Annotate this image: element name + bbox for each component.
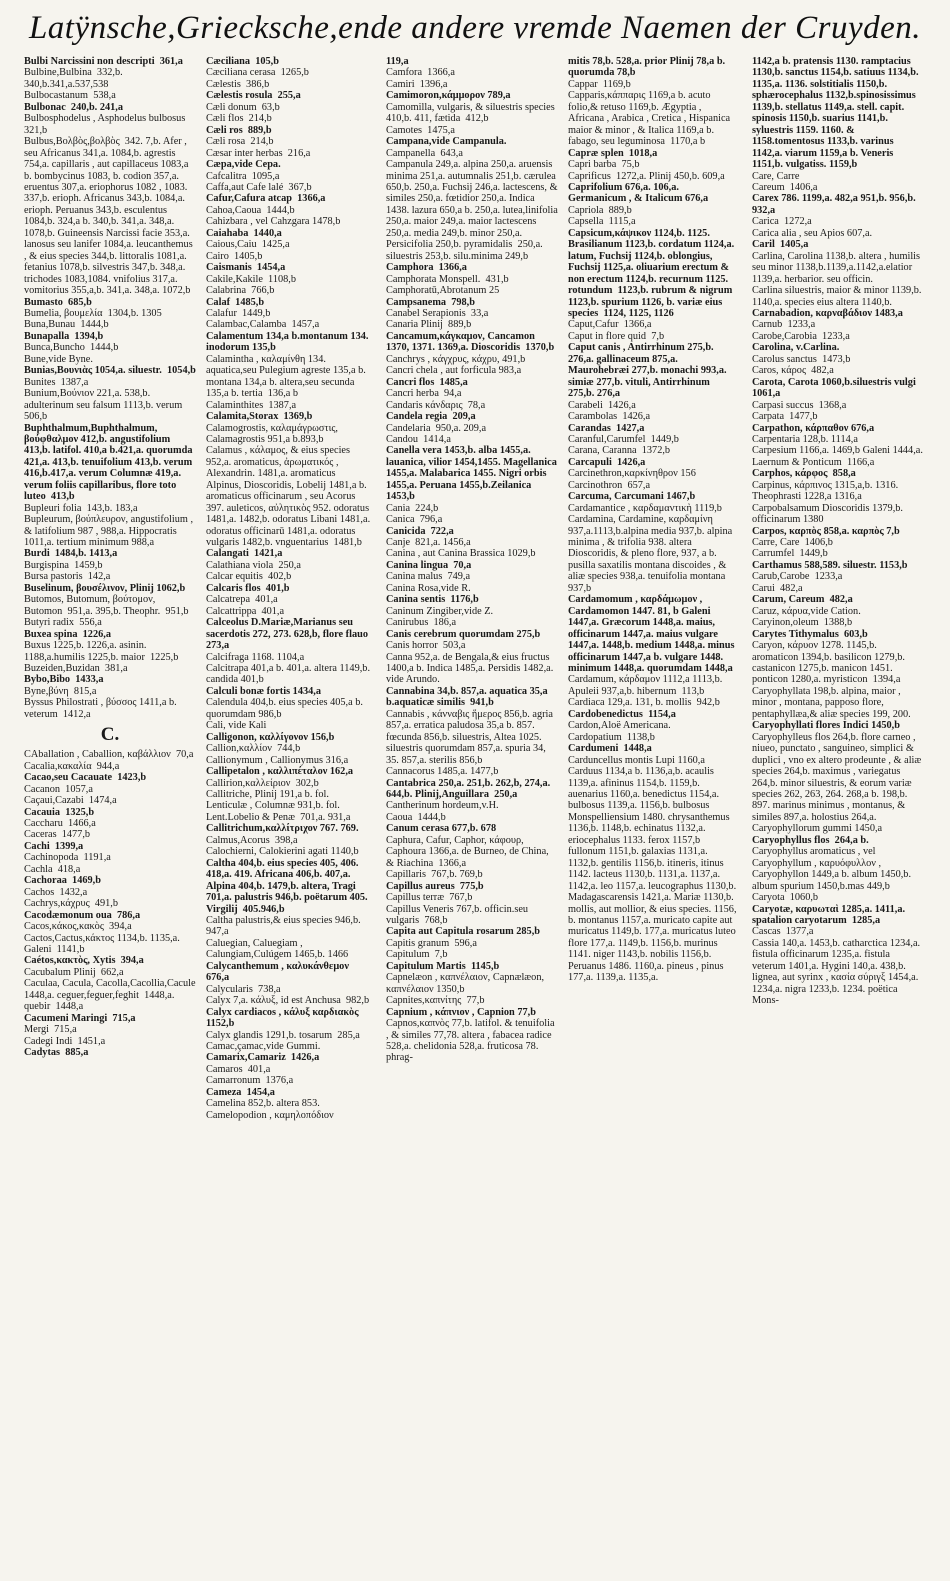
index-entry: Cacubalum Plinij 662,a xyxy=(24,966,124,978)
index-entry: Callitrichum,καλλίτριχον 767. 769. xyxy=(206,823,359,835)
index-entry: Bupleurum, βούπλευρον, angustifolium , & latifolium 987 , 988,a. Hippocratis 1011,a. tertium minimum 988,a xyxy=(24,514,196,549)
index-entry: Caltha palustris,& eius species 946,b. 947,a xyxy=(206,914,364,938)
index-entry: Calamintha , καλαμίνθη 134. aquatica,seu Pulegium agreste 135,a b. montana 134,a b. altera,seu secunda 135,a b. tertia 136,a b xyxy=(206,353,369,400)
index-entry: Cannabis , κάνναβις ἥμερος 856,b. agria 857,a. erratica paludosa 35,a b. 857. fœcunda 856,b. siluestris, Altea 1025. siluestris quorumdam 857,a. spuria 34, 35. 857,a. sterilis 856,b xyxy=(386,708,556,766)
index-entry: Cactos,Cactus,κάκτος 1134,b. 1135,a. Galeni 1141,b xyxy=(24,932,183,955)
index-entry: Canum cerasa 677,b. 678 xyxy=(386,823,497,835)
index-entry: Cairo 1405,b xyxy=(206,250,263,262)
index-entry: Burgispina 1459,b xyxy=(24,559,103,571)
index-entry: Calyx cardiacos , κάλυξ καρδιακὸς 1152,b xyxy=(206,1006,364,1030)
index-entry: Campanula 249,a. alpina 250,a. aruensis minima 251,a. autumnalis 251,b. cærulea 650,b. 250,a. Fuchsij 246,a. lactescens, & similes 250,a. fœtidior 250,a. Indica 1438. lazura 650,a b. 250,a. lutea,linifolia 250,a. maior 249,a. maior lactescens 250,a. media 249,b. minor 250,a. Persicifolia 250,b. pyramidalis 250,a. siluestris 253,b. silu.minima 249,b xyxy=(386,159,561,262)
index-entry: Campanella 643,a xyxy=(386,147,463,159)
index-entry: Carabeli 1426,a xyxy=(568,399,636,411)
index-entry: Calendula 404,b. eius species 405,a b. quorumdam 986,b xyxy=(206,697,366,720)
index-entry: Buxea spina 1226,a xyxy=(24,628,111,640)
index-entry: Caprificus 1272,a. Plinij 450,b. 609,a xyxy=(568,170,725,182)
index-entry: Calyx 7,a. κάλυξ, id est Anchusa 982,b xyxy=(206,995,370,1007)
index-entry: Capnelæon , καπνέλαιον, Capnælæon, καπνέλαιον 1350,b xyxy=(386,972,547,995)
index-entry: Canina , aut Canina Brassica 1029,b xyxy=(386,548,536,560)
index-entry: Bumasto 685,b xyxy=(24,296,92,308)
index-entry: Calafur 1449,b xyxy=(206,307,271,319)
index-column-4 xyxy=(568,56,738,1576)
index-entry: Caluegian, Caluegiam , Calungiam,Culúgem 1465,b. 1466 xyxy=(206,937,349,961)
index-entry: Cardamum, κάρδαμον 1112,a 1113,b. Apuleii 937,a,b. hibernum 113,b xyxy=(568,674,725,697)
index-entry: Capillus aureus 775,b xyxy=(386,880,484,892)
index-entry: Bulbonac 240,b. 241,a xyxy=(24,101,123,113)
index-entry: Bulbi Narcissini non descripti 361,a xyxy=(24,56,183,67)
index-entry: Candou 1414,a xyxy=(386,433,451,445)
index-entry: Calcaris flos 401,b xyxy=(206,582,290,594)
index-entry: Calceolus D.Mariæ,Marianus seu sacerdotis 272, 273. 628,b, flore flauo 273,a xyxy=(206,617,371,652)
index-entry: Carui 482,a xyxy=(752,582,803,594)
index-entry: Canirubus 186,a xyxy=(386,617,457,629)
index-entry: Bunca,Buncho 1444,b xyxy=(24,342,119,354)
index-entry: Bunites 1387,a xyxy=(24,376,89,388)
index-entry: Calcifraga 1168. 1104,a xyxy=(206,651,305,663)
index-entry: Carpasi succus 1368,a xyxy=(752,399,847,411)
index-entry: Cameza 1454,a xyxy=(206,1086,275,1098)
index-entry: Camfora 1366,a xyxy=(386,67,455,79)
index-entry: Capnos,καπνὸς 77,b. latifol. & tenuifolia , & similes 77,78. altera , fabacea radice 528,a. chelidonia 528,a. fruticosa 78. phrag- xyxy=(386,1018,558,1064)
index-entry: Cæli flos 214,b xyxy=(206,113,272,125)
index-entry: Capillaris 767,b. 769,b xyxy=(386,869,483,881)
index-entry: Carpobalsamum Dioscoridis 1379,b. officinarum 1380 xyxy=(752,502,906,526)
index-entry: Cantabrica 250,a. 251,b. 262,b, 274,a. 644,b. Plinij,Anguillara 250,a xyxy=(386,777,553,800)
index-entry: Cantherinum hordeum,v.H. xyxy=(386,800,499,812)
index-entry: Canje 821,a. 1456,a xyxy=(386,537,471,549)
index-entry: Capsicum,κάψικον 1124,b. 1125. Brasilianum 1123,b. cordatum 1124,a. latum, Fuchsij 1124,b. oblongius, Fuchsij 1125,a. oliuarium erectum & non erectum 1124,b. recurnum 1125. rotundum 1123,b. rubrum & nigrum 1123,b. spurium 1126, b. variæ eius species 1124, 1125, 1126 xyxy=(568,227,737,319)
index-entry: Caismanis 1454,a xyxy=(206,262,286,274)
index-entry: Caceras 1477,b xyxy=(24,829,91,841)
index-entry: Camphora 1366,a xyxy=(386,262,467,274)
index-entry: Carnub 1233,a xyxy=(752,319,816,331)
index-entry: CAballation , Caballion, καβάλλιον 70,a xyxy=(24,749,194,761)
index-entry: Caninum Zingiber,vide Z. xyxy=(386,605,494,617)
index-entry: 119,a xyxy=(386,56,409,67)
index-entry: Calcar equitis 402,b xyxy=(206,571,292,583)
index-entry: Carandas 1427,a xyxy=(568,422,645,434)
index-entry: Bybo,Bibo 1433,a xyxy=(24,674,104,686)
index-entry: Candaris κάνδαρις 78,a xyxy=(386,399,486,411)
index-entry: Callirion,καλλείριον 302,b xyxy=(206,777,319,789)
index-entry: Cancri herba 94,a xyxy=(386,388,462,400)
index-entry: Calycanthemum , καλυκάνθεμον 676,a xyxy=(206,960,355,984)
index-entry: Calcitrapa 401,a b. 401,a. altera 1149,b. candida 401,b xyxy=(206,663,373,686)
index-entry: Cahizbara , vel Cahzgara 1478,b xyxy=(206,216,341,228)
index-entry: Camac,çamac,vide Gummi. xyxy=(206,1040,321,1052)
index-entry: Capræ splen 1018,a xyxy=(568,147,658,159)
index-entry: Callionymum , Callionymus 316,a xyxy=(206,754,349,766)
index-entry: Canina lingua 70,a xyxy=(386,559,472,571)
index-entry: Capnites,καπνίτης 77,b xyxy=(386,995,485,1007)
index-entry: Campana,vide Campanula. xyxy=(386,136,507,148)
index-column-1 xyxy=(24,56,199,1576)
index-entry: Caiahaba 1440,a xyxy=(206,227,282,239)
index-entry: Canis horror 503,a xyxy=(386,640,466,652)
index-entry: Cardamina, Cardamine, καρδαμίνη 937,a.1113,b.alpina media 937,b. alpina minima , & trifolia 938. altera Dioscoridis, & pleno flore, 937, a b. pusilla saxatilis montana discoides , & aliæ species 938,a. tenuifolia montana 937,b xyxy=(568,514,735,594)
index-entry: Canina sentis 1176,b xyxy=(386,594,479,606)
index-entry: Bursa pastoris 142,a xyxy=(24,571,111,583)
index-entry: Capnium , κάπνιον , Capnion 77,b xyxy=(386,1006,536,1018)
index-entry: Caious,Caiu 1425,a xyxy=(206,239,290,251)
index-entry: Caril 1405,a xyxy=(752,239,809,251)
index-entry: Cappar 1169,b xyxy=(568,78,631,90)
index-entry: Callitriche, Plinij 191,a b. fol. Lenticulæ , Columnæ 931,b. fol. Lent.Lobelio & Penæ 701,a. 931,a xyxy=(206,789,351,823)
index-entry: Calathiana viola 250,a xyxy=(206,559,301,571)
index-entry: Calamentum 134,a b.montanum 134. inodorum 135,b xyxy=(206,330,372,354)
index-entry: Calcatrepa 401,a xyxy=(206,594,278,606)
index-column-2 xyxy=(206,56,371,1576)
index-entry: Capsella 1115,a xyxy=(568,216,636,228)
index-entry: Calculi bonæ fortis 1434,a xyxy=(206,685,321,697)
index-entry: Carcinethron,καρκίνηθρον 156 xyxy=(568,468,696,480)
index-entry: Bunapalla 1394,b xyxy=(24,330,104,342)
index-entry: Cardamantice , καρδαμαντικὴ 1119,b xyxy=(568,502,722,514)
index-entry: Carlina, Carolina 1138,b. altera , humilis seu minor 1138,b.1139,a.1142,a.elatior 1139,a. herbarior. seu officin. xyxy=(752,250,923,285)
index-entry: Cancri flos 1485,a xyxy=(386,376,468,388)
index-entry: Cachoraa 1469,b xyxy=(24,875,101,887)
index-entry: Camaros 401,a xyxy=(206,1063,271,1075)
index-entry: Caryophyllus flos 264,a b. xyxy=(752,834,869,846)
index-entry: Cardamomum , καρδάμωμον , Cardamomon 1447. 81, b Galeni 1447,a. Græcorum 1448,a. maius, officinarum 1447,a. maius vulgare 1447,a. 1448,b. medium 1448,a. minus officinarum 1447,a b. vulgare 1448. minimum 1448,a. quorumdam 1448,a xyxy=(568,594,738,675)
index-entry: Calamus , κάλαμος, & eius species 952,a. aromaticus, ἀρωματικός , Alexandrin. 1481,a. aromaticus Alpinus, Dioscoridis, Lobelij 1481,a b. aromaticus officinarum , seu Acorus 397. auleticos, αὐλητικὸς 952. odoratus 1481,a. 1482,b. odoratus Libani 1481,a. odoratus officinarū 1481,a. odoratus vulgaris 1482,b. vnguentarius 1481,b xyxy=(206,445,373,549)
index-entry: Cæpa,vide Cepa. xyxy=(206,159,281,171)
index-entry: Calaminthites 1387,a xyxy=(206,399,297,411)
index-entry: Caryophyllus aromaticus , vel Caryophyllum , καρυόφυλλον , Caryophyllon 1449,a b. album 1450,b. album spurium 1450,b.mas 449,b xyxy=(752,846,914,892)
index-entry: Canna 952,a. de Bengala,& eius fructus 1400,a b. Indica 1485,a. Persidis 1482,a. vide Arundo. xyxy=(386,651,556,686)
index-entry: Capri barba 75,b xyxy=(568,159,640,171)
index-entry: Canabel Serapionis 33,a xyxy=(386,307,489,319)
index-entry: Caput in flore quid 7,b xyxy=(568,330,665,342)
index-entry: Carcapuli 1426,a xyxy=(568,456,646,468)
index-entry: Caçaui,Cazabi 1474,a xyxy=(24,795,117,807)
index-entry: Carota, Carota 1060,b.siluestris vulgi 1061,a xyxy=(752,376,921,400)
index-entry: Carana, Caranna 1372,b xyxy=(568,445,671,457)
index-entry: Cachos 1432,a xyxy=(24,886,88,898)
index-entry: Cadytas 885,a xyxy=(24,1047,89,1059)
index-entry: Calambac,Calamba 1457,a xyxy=(206,319,320,331)
index-entry: Carpathon, κάρπαθον 676,a xyxy=(752,422,875,434)
index-entry: Camiri 1396,a xyxy=(386,78,448,90)
section-letter: C. xyxy=(100,724,120,746)
index-entry: Caryota 1060,b xyxy=(752,892,819,904)
index-entry: Caffa,aut Cafe lalé 367,b xyxy=(206,181,312,193)
index-entry: Canina Rosa,vide R. xyxy=(386,582,471,594)
index-entry: Cafcalitra 1095,a xyxy=(206,170,280,182)
index-entry: Carpos, καρπὸς 858,a. καρπὸς 7,b xyxy=(752,525,900,537)
index-entry: Carcinothron 657,a xyxy=(568,479,651,491)
index-entry: Cakile,Kakile 1108,b xyxy=(206,273,296,285)
index-entry: Camomilla, vulgaris, & siluestris species 410,b. 411, fætida 412,b xyxy=(386,101,558,125)
index-entry: Cardopatium 1138,b xyxy=(568,731,655,743)
index-entry: Cachi 1399,a xyxy=(24,840,84,852)
index-entry: Carlina siluestris, maior & minor 1139,b. 1140,a. species eius altera 1140,b. xyxy=(752,285,925,308)
index-entry: Caccharu 1466,a xyxy=(24,818,96,829)
index-entry: Calcattrippa 401,a xyxy=(206,605,285,617)
index-entry: Capitulum 7,b xyxy=(386,949,448,961)
index-entry: Candela regia 209,a xyxy=(386,411,476,423)
index-entry: Capitulum Martis 1145,b xyxy=(386,960,500,972)
index-entry: Cacos,κάκος,κακὸς 394,a xyxy=(24,921,132,933)
index-entry: Caprifolium 676,a. 106,a. Germanicum , & Italicum 676,a xyxy=(568,181,709,205)
index-entry: Capita aut Capitula rosarum 285,b xyxy=(386,926,540,938)
index-entry: Campsanema 798,b xyxy=(386,296,475,308)
index-entry: Carobe,Carobia 1233,a xyxy=(752,330,850,342)
index-entry: Camelina 852,b. altera 853. xyxy=(206,1098,320,1110)
index-entry: Canica 796,a xyxy=(386,514,443,526)
index-entry: Callipetalon , καλλιπέταλον 162,a xyxy=(206,766,354,778)
index-entry: Caétos,κακτὸς, Xytis 394,a xyxy=(24,955,144,967)
index-entry: Camarix,Camariz 1426,a xyxy=(206,1052,320,1064)
index-entry: Cæli ros 889,b xyxy=(206,124,272,136)
index-entry: Caryophyllati flores Indici 1450,b xyxy=(752,720,900,732)
index-entry: Cacauia 1325,b xyxy=(24,806,95,818)
index-entry: Byne,βύνη 815,a xyxy=(24,685,97,697)
index-entry: Cardiaca 129,a. 131, b. mollis 942,b xyxy=(568,697,720,709)
index-entry: Caryon, κάρυον 1278. 1145,b. aromaticon 1394,b. basilicon 1279,b. castanicon 1275,b. manicon 1451. ponticon 1280,a. myristicon 1394,a xyxy=(752,640,908,686)
index-entry: Caculaa, Cacula, Cacolla,Cacollia,Cacule 1448,a. ceguer,feguer,feghit 1448,a. quebir 1448,a xyxy=(24,978,199,1013)
index-entry: Cardobenedictus 1154,a xyxy=(568,708,676,720)
index-entry: Butyri radix 556,a xyxy=(24,617,102,629)
index-entry: Canaria Plinij 889,b xyxy=(386,319,472,331)
index-entry: Carduus 1134,a b. 1136,a,b. acaulis 1139,a. afininus 1154,b. 1159,b. auenarius 1160,a. benedictus 1154,a. bulbosus 1139,a. 1156,b. bulbosus Monspelliensium 1480. chrysanthemus 1136,b. 1148,b. echinatus 1132,a. eriocephalus 1133. ferox 1157,b fullonum 1151,b. galaxias 1131,a. 1132,b. gentilis 1156,b. itineris, itinus 1142. lacteus 1130,b. 1131,a. 1137,a. 1142,a. leo 1157,a. leucographus 1130,b. Madagascarensis 1421,a. Mariæ 1130,b. mollis, aut mollior, & eius species. 1156, b. montanus 1157,a. muricato capite aut muricatus 1149,b. 177,a. muricatus luteo flore 177,a. 1149,b. 1156,b. murinus 1141. niger 1143,b. nobilis 1156,b. Peruanus 1486. 1160,a. pineus , pinus 177,a. 1139,a. 1135,a. xyxy=(568,766,740,984)
index-entry: Cascas 1377,a xyxy=(752,926,814,938)
index-entry: Cacodæmonum oua 786,a xyxy=(24,909,141,921)
index-entry: Cancamum,κάγκαμον, Cancamon 1370, 1371. 1369,a. Dioscoridis 1370,b xyxy=(386,330,555,354)
index-entry: Cacanon 1057,a xyxy=(24,783,93,795)
index-entry: Carthamus 588,589. siluestr. 1153,b xyxy=(752,559,908,571)
index-entry: Caryophylleus flos 264,b. flore carneo , niueo, punctato , sanguineo, simplici & duplici , vno ex altero prodeunte , & aliæ species 264,b. maximus , variegatus 264,b. minor siluestris, & eorum variæ species 262, 263, 264. 268,a b. 198,b. 897. marinus minimus , montanus, & similes 897,a. holostius 264,a. xyxy=(752,731,924,823)
index-entry: Cannacorus 1485,a. 1477,b xyxy=(386,766,499,778)
index-entry: Calyx glandis 1291,b. tosarum 285,a xyxy=(206,1029,360,1041)
index-entry: Buna,Bunau 1444,b xyxy=(24,319,109,331)
index-entry: Carytes Tithymalus 603,b xyxy=(752,628,868,640)
index-entry: Caryophyllata 198,b. alpina, maior , minor , montana, papposo flore, pentaphyllæa,& aliæ species 199, 200. xyxy=(752,685,911,720)
index-entry: Cania 224,b xyxy=(386,502,439,514)
index-entry: Carolina, v.Carlina. xyxy=(752,342,840,354)
index-entry: Mergi 715,a xyxy=(24,1024,77,1036)
index-entry: Capillus Veneris 767,b. officin.seu vulgaris 768,b xyxy=(386,903,531,926)
index-entry: Cacao,seu Cacauate 1423,b xyxy=(24,772,147,784)
index-entry: Canella vera 1453,b. alba 1455,a. lauanica, vilior 1454,1455. Magellanica 1455,a. Malabarica 1455. Nigri orbis 1455,a. Peruana 1455,b.Zeilanica 1453,b xyxy=(386,445,560,503)
index-entry: Butomos, Butomum, βούτομον, Butomon 951,a. 395,b. Theophr. 951,b xyxy=(24,594,189,617)
index-entry: Carambolas 1426,a xyxy=(568,411,651,423)
index-entry: Camimoron,κάμμορον 789,a xyxy=(386,90,511,102)
index-entry: Cali, vide Kali xyxy=(206,720,267,732)
index-entry: Calamita,Storax 1369,b xyxy=(206,411,313,423)
index-entry: Caltha 404,b. eius species 405, 406. 418,a. 419. Africana 406,b. 407,a. Alpina 404,b. 1479,b. altera, Tragi 701,a. palustris 946,b. poëtarum 405. Virgilij 405.946,b xyxy=(206,857,371,915)
index-entry: Cachrys,κάχρυς 491,b xyxy=(24,898,119,910)
index-entry: Caput canis , Antirrhinum 275,b. 276,a. gallinaceum 875,a. Maurohebræi 277,b. monachi 993,a. simiæ 277,b. vituli, Antirrhinum 275,b. 276,a xyxy=(568,342,730,400)
index-entry: Carub,Carobe 1233,a xyxy=(752,571,843,583)
index-entry: Carpesium 1166,a. 1469,b Galeni 1444,a. Laernum & Ponticum 1166,a xyxy=(752,445,926,468)
index-entry: Byssus Philostrati , βύσσος 1411,a b. veterum 1412,a xyxy=(24,697,180,720)
index-entry: Caros, κάρος 482,a xyxy=(752,365,834,377)
index-column-5 xyxy=(752,56,924,1576)
index-entry: Cahoa,Caoua 1444,b xyxy=(206,204,295,216)
index-entry: Calligonon, καλλίγονον 156,b xyxy=(206,731,335,743)
index-entry: Carpinus, κάρπινος 1315,a,b. 1316. Theophrasti 1228,a 1316,a xyxy=(752,479,901,503)
index-entry: Carica 1272,a xyxy=(752,216,812,228)
index-entry: 1142,a b. pratensis 1130. ramptacius 1130,b. sanctus 1154,b. satiuus 1134,b. 1135,a. 1136. solstitialis 1150,b. sphærocephalus 1132,b.spinosissimus 1139,b. stellatus 1149,a. stell. capit. spinosis 1150,b. suarius 1141,b. syluestris 1159. 1160. & 1158.tomentosus 1133,b. varinus 1142,a. viarum 1159,a b. Veneris 1151,b. vulgatiss. 1159,b xyxy=(752,56,922,171)
index-entry: Canis cerebrum quorumdam 275,b xyxy=(386,628,541,640)
index-entry: Cadegi Indi 1451,a xyxy=(24,1035,106,1047)
index-entry: Cassia 140,a. 1453,b. catharctica 1234,a. fistula officinarum 1235,a. fistula veterum 1401,a. Hygini 140,a. 438,b. lignea, aut syrinx , κασία σύριγξ 1454,a. 1234,a. nigra 1233,b. 1234. poëtica Mons- xyxy=(752,937,923,1007)
index-entry: Buphthalmum,Buphthalmum, βούφθαλμον 412,b. angustifolium 413,b. latifol. 410,a b.421,a. quorumda 421,a. 413,b. tenuifolium 413,b. verum 416,b.417,a. verum Columnæ 419,a. verum foliis capillaribus, flore toto luteo 413,b xyxy=(24,422,196,503)
index-entry: Cardumeni 1448,a xyxy=(568,743,652,755)
index-entry: Caput,Cafur 1366,a xyxy=(568,319,652,331)
index-entry: Buzeiden,Buzidan 381,a xyxy=(24,663,128,675)
index-entry: Cælestis rosula 255,a xyxy=(206,90,301,102)
index-entry: Buselinum, βουσέλινον, Plinij 1062,b xyxy=(24,582,186,594)
index-entry: Calmus,Acorus 398,a xyxy=(206,834,298,846)
index-entry: Cardon,Aloë Americana. xyxy=(568,720,671,732)
index-entry: Capillus terræ 767,b xyxy=(386,892,473,904)
index-entry: Bune,vide Byne. xyxy=(24,353,93,365)
index-entry: Carnabadion, καρναβάδιον 1483,a xyxy=(752,307,903,319)
index-entry: Calangati 1421,a xyxy=(206,548,283,560)
index-entry: Candelaria 950,a. 209,a xyxy=(386,422,487,434)
index-entry: Capitis granum 596,a xyxy=(386,937,477,949)
index-entry: Calamogrostis, καλαμάγρωστις, Calamagrostis 951,a b.893,b xyxy=(206,422,341,445)
index-entry: Canchrys , κάγχρυς, κάχρυ, 491,b xyxy=(386,353,526,365)
index-entry: Cæli donum 63,b xyxy=(206,101,280,113)
index-entry: Capparis,κάππαρις 1169,a b. acuto folio,& retuso 1169,b. Ægyptia , Africana , Arabica , Cretica , Hispanica maior & minor , & Italica 1169,a b. fabago, seu leguminosa 1170,a b xyxy=(568,90,733,148)
index-entry: Calycularis 738,a xyxy=(206,983,281,995)
index-entry: Cæciliana cerasa 1265,b xyxy=(206,67,309,79)
index-entry: Calabrina 766,b xyxy=(206,285,275,297)
index-entry: Cæsar inter herbas 216,a xyxy=(206,147,311,159)
index-entry: Cacumeni Maringi 715,a xyxy=(24,1012,136,1024)
index-entry: Cachla 418,a xyxy=(24,863,81,875)
index-entry: Bumelia, βουμελία 1304,b. 1305 xyxy=(24,307,162,319)
index-entry: Calaf 1485,b xyxy=(206,296,265,308)
index-entry: Cafur,Cafura atcap 1366,a xyxy=(206,193,326,205)
index-entry: Cacalia,κακαλία 944,a xyxy=(24,760,120,772)
index-entry: Callion,καλλίον 744,b xyxy=(206,743,301,755)
index-entry: Care, Carre xyxy=(752,170,800,182)
index-entry: Carpentaria 128,b. 1114,a xyxy=(752,433,858,445)
index-entry: Caryinon,oleum 1388,b xyxy=(752,617,853,629)
index-entry: Caoua 1444,b xyxy=(386,811,446,823)
index-entry: Caranful,Carumfel 1449,b xyxy=(568,433,679,445)
index-entry: Carrumfel 1449,b xyxy=(752,548,828,560)
index-entry: Carum, Careum 482,a xyxy=(752,594,853,606)
index-entry: Burdi 1484,b. 1413,a xyxy=(24,548,118,560)
index-entry: Bunium,Βούνιον 221,a. 538,b. adulterinum seu falsum 1113,b. verum 506,b xyxy=(24,388,185,423)
index-entry: Caphura, Cafur, Caphor, κάφουρ, Caphoura 1366,a. de Burneo, de China, & Riachina 1366,a xyxy=(386,834,552,869)
index-column-3 xyxy=(386,56,561,1576)
index-entry: Camotes 1475,a xyxy=(386,124,455,136)
index-entry: Canicida 722,a xyxy=(386,525,454,537)
index-entry: Cannabina 34,b. 857,a. aquatica 35,a b.aquaticæ similis 941,b xyxy=(386,685,551,709)
index-entry: Cæli rosa 214,b xyxy=(206,136,274,148)
index-entry: Camphorata Monspell. 431,b xyxy=(386,273,509,285)
index-entry: Bulbosphodelus , Asphodelus bulbosus 321,b xyxy=(24,113,191,136)
index-entry: Careum 1406,a xyxy=(752,181,818,193)
index-entry: Bulbus,Βολβὸς,βολβὸς 342. 7,b. Afer , seu Africanus 341,a. 1084,b. agrestis 754,a. capillaris , aut capillaceus 1083,a b. bombycinus 1083, b. codion 357,a. eruentus 307,a. eriophorus 1082 , 1083. 337,b. erioph. Africanus 343,b. 1084,a. erioph. Peruanus 343,b. esculentus 1084,b. 324,a b. 340,b. 341,a. 348,a. 1078,b. Guineensis Narcissi facie 353,a. lanosus seu lanifer 1084,a. leucanthemus , & eius species 344,b. littoralis 1081,a. fetanius 1078,b. silvestris 347,b. 348,a. trichodes 1083,1084. vnifolius 317,a. vomitorius 355,a,b. 341,a. 348,a. 1072,b xyxy=(24,136,196,297)
index-entry: mitis 78,b. 528,a. prior Plinij 78,a b. quorumda 78,b xyxy=(568,56,728,79)
index-entry: Cancri chela , aut forficula 983,a xyxy=(386,365,522,377)
index-entry: Buxus 1225,b. 1226,a. asinin. 1188,a.humilis 1225,b. maior 1225,b xyxy=(24,640,179,663)
index-entry: Carex 786. 1199,a. 482,a 951,b. 956,b. 932,a xyxy=(752,193,921,216)
index-entry: Carre, Care 1406,b xyxy=(752,537,833,549)
index-entry: Carolus sanctus 1473,b xyxy=(752,353,851,365)
index-entry: Capriola 889,b xyxy=(568,204,632,216)
index-entry: Calochierni, Calokierini agati 1140,b xyxy=(206,846,359,858)
index-entry: Caruz, κάρυα,vide Cation. xyxy=(752,605,861,617)
index-entry: Camarronum 1376,a xyxy=(206,1075,294,1087)
index-entry: Camelopodion , καμηλοπόδιον xyxy=(206,1109,334,1121)
index-entry: Carcuma, Carcumani 1467,b xyxy=(568,491,696,503)
index-entry: Cælestis 386,b xyxy=(206,78,270,90)
index-entry: Carphos, κάρφος 858,a xyxy=(752,468,856,480)
index-entry: Camphoratū,Abrotanum 25 xyxy=(386,285,500,297)
index-entry: Caryophyllorum gummi 1450,a xyxy=(752,823,883,835)
index-entry: Bulbine,Bulbina 332,b. 340,b.341,a.537,538 xyxy=(24,67,126,90)
index-entry: Cæciliana 105,b xyxy=(206,56,279,67)
index-entry: Cachinopoda 1191,a xyxy=(24,852,111,864)
index-entry: Bunias,Βουνιὰς 1054,a. siluestr. 1054,b xyxy=(24,365,196,377)
index-entry: Caryotæ, καρυωταὶ 1285,a. 1411,a. spatalion caryotarum 1285,a xyxy=(752,903,908,926)
index-entry: Carpata 1477,b xyxy=(752,411,818,423)
index-entry: Canina malus 749,a xyxy=(386,571,471,583)
index-entry: Bulbocastanum 538,a xyxy=(24,90,116,102)
index-entry: Bupleuri folia 143,b. 183,a xyxy=(24,502,138,514)
page-title: Latÿnsche,Griecksche,ende andere vremde Naemen der Cruyden. xyxy=(28,10,922,46)
index-entry: Carica alia , seu Apios 607,a. xyxy=(752,227,873,239)
index-entry: Carduncellus montis Lupi 1160,a xyxy=(568,754,705,766)
